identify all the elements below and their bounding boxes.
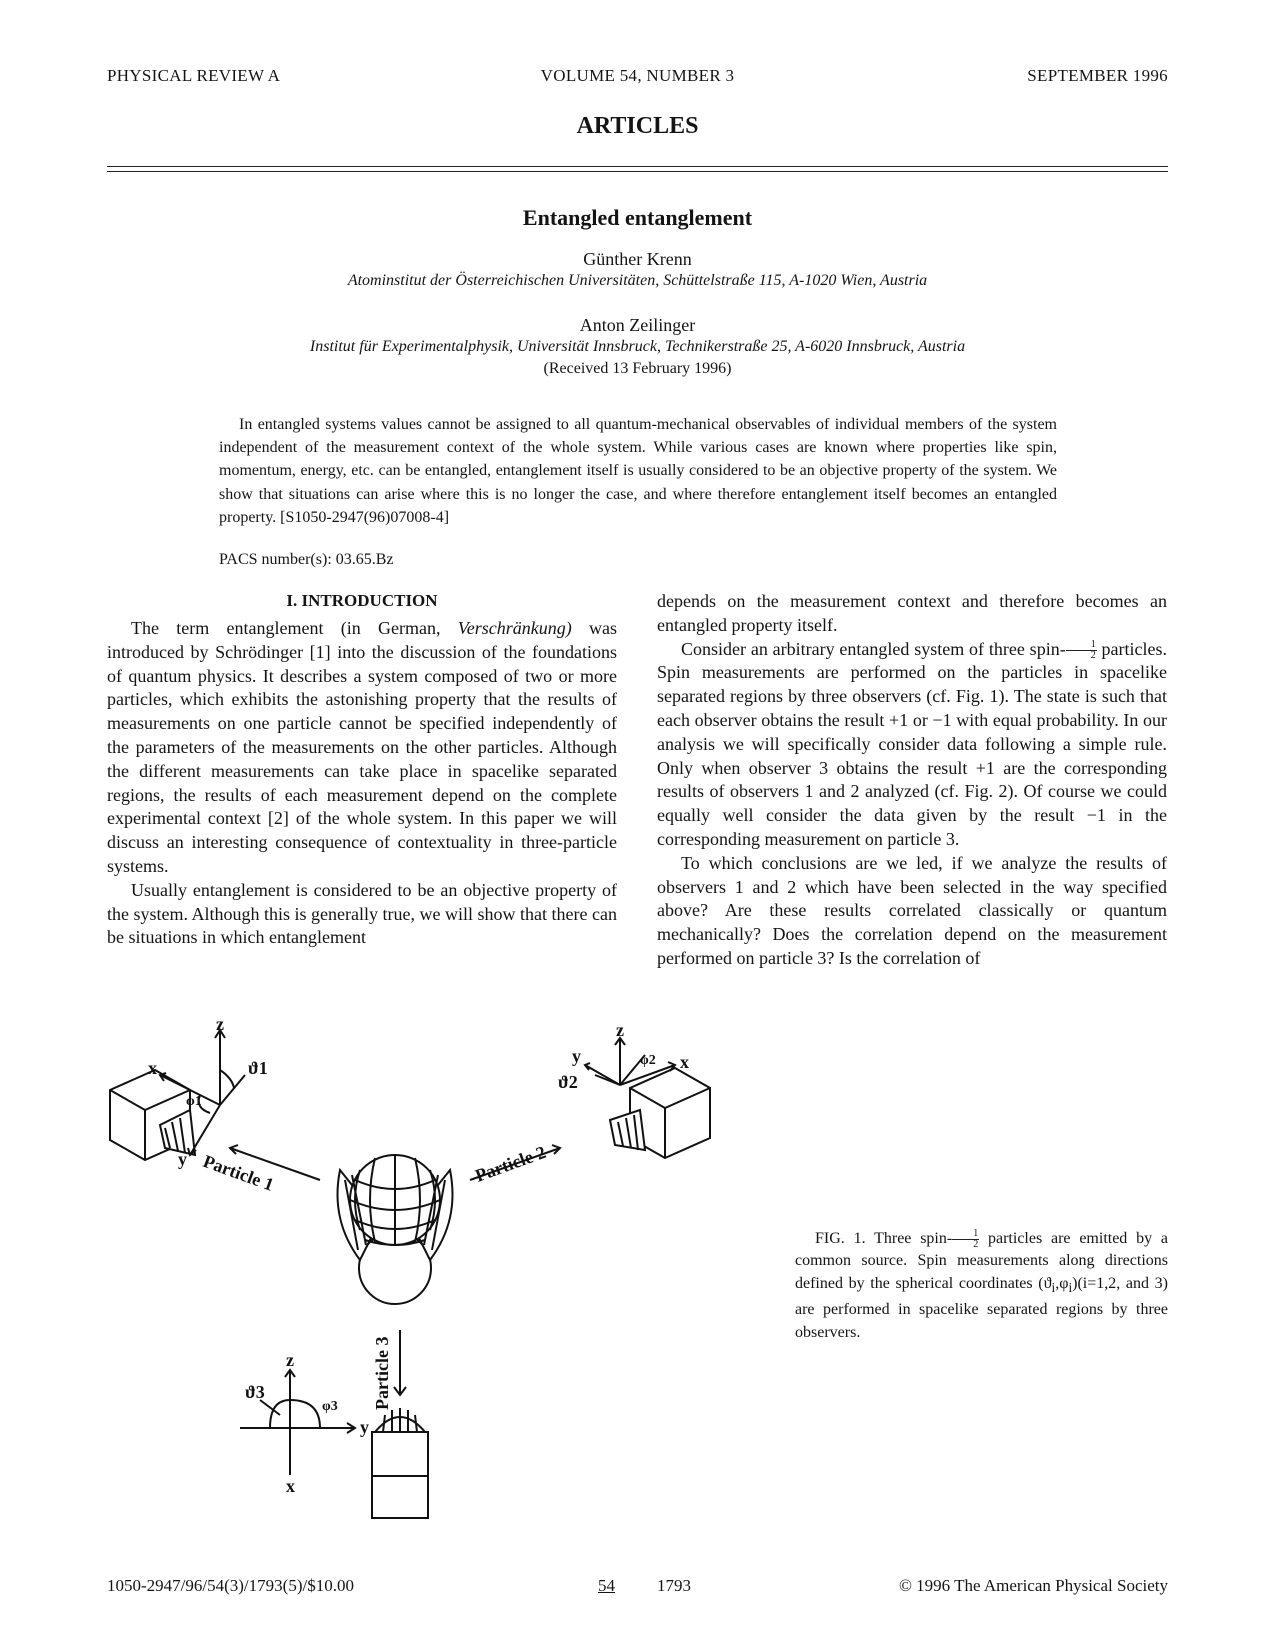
phi-2: φ2: [640, 1053, 656, 1068]
figure-caption: FIG. 1. Three spin- $\frac{1}{2}$ particles are emitted by a common source. Spin measurements along directions defined by the spherical coordinates $(ϑ_i,\varphi_i)(i=1,2$, and 3) are performed in spacelike separated regions by three observers.: [795, 1227, 1169, 1341]
copyright: © 1996 The American Physical Society: [899, 1576, 1168, 1595]
theta-2: ϑ2: [558, 1072, 578, 1092]
axis-y-2: y: [572, 1046, 581, 1066]
detector-1: [110, 1070, 195, 1160]
theta-1: ϑ1: [248, 1058, 268, 1078]
axis-z-3: z: [286, 1350, 294, 1370]
divider-top: [107, 166, 1168, 167]
section-heading: I. INTRODUCTION: [286, 591, 438, 610]
axis-x-1: x: [148, 1058, 157, 1078]
affiliation-1: Atominstitut der Österreichischen Universitäten, Schüttelstraße 115, A-1020 Wien, Austria: [347, 272, 928, 289]
particle-1-label: Particle 1: [200, 1150, 277, 1195]
article-code: 1050-2947/96/54(3)/1793(5)/$10.00: [107, 1576, 354, 1595]
axis-z-2: z: [616, 1020, 624, 1040]
fraction-half: $\frac{1}{2}$: [1066, 640, 1097, 661]
right-column: [657, 590, 1167, 971]
paper-title: Entangled entanglement: [522, 205, 753, 230]
journal-name: PHYSICAL REVIEW A: [107, 66, 281, 85]
axis-x-2: x: [680, 1052, 689, 1072]
author-2: Anton Zeilinger: [579, 315, 696, 335]
volume-number: VOLUME 54, NUMBER 3: [540, 66, 735, 85]
particle-2-label: Particle 2: [472, 1141, 549, 1186]
paragraph: Consider an arbitrary entangled system of three spin- $\frac{1}{2}$ particles. Spin measurements are performed on the particles in spacelike separated regions by three observers (cf. Fig. 1). The state is such that each observer obtains the result +1 or −1 with equal probability. In our analysis we will specifically consider data following a simple rule. Only when observer 3 obtains the result +1 are the corresponding results of observers 1 and 2 analyzed (cf. Fig. 2). Of course we could equally well consider the data given by the result −1 in the corresponding measurement on particle 3.: [657, 638, 1167, 849]
axis-y-1: y: [178, 1149, 187, 1169]
author-1: Günther Krenn: [583, 249, 692, 269]
abstract: In entangled systems values cannot be assigned to all quantum-mechanical observables of individual members of the system independent of the measurement context of the whole system. While various cases are known where properties like spin, momentum, energy, etc. can be entangled, entanglement itself is usually considered to be an objective property of the system. We show that situations can arise where this is no longer the case, and where therefore entanglement itself becomes an entangled property. [S1050-2947(96)07008-4]: [219, 416, 1057, 526]
left-column: [107, 617, 617, 950]
issue-date: SEPTEMBER 1996: [1027, 66, 1168, 85]
detector-2: [610, 1068, 710, 1158]
footer-volume: 54: [598, 1576, 615, 1595]
received-date: (Received 13 February 1996): [543, 360, 732, 377]
particle-3-label: Particle 3: [372, 1336, 392, 1410]
axis-z-1: z: [216, 1014, 224, 1034]
detector-3: [372, 1408, 428, 1518]
phi-1: φ1: [186, 1094, 202, 1109]
axis-x-3: x: [286, 1476, 295, 1496]
paragraph: To which conclusions are we led, if we analyze the results of observers 1 and 2 which have been selected in the way specified above? Are these results correlated classically or quantum mechanically? Does the correlation depend on the measurement performed on particle 3? Is the correlation of: [657, 852, 1167, 968]
page-number: 1793: [657, 1576, 691, 1595]
section-label: ARTICLES: [576, 113, 699, 139]
fraction-half: $\frac{1}{2}$: [952, 1229, 979, 1250]
figure-1-diagram: [100, 1014, 740, 1530]
paragraph: depends on the measurement context and therefore becomes an entangled property itself.: [657, 591, 1167, 635]
emission-source: [338, 1155, 453, 1304]
phi-3: φ3: [322, 1399, 338, 1414]
divider-bottom: [107, 171, 1168, 172]
axis-y-3: y: [360, 1417, 369, 1437]
paragraph: Usually entanglement is considered to be an objective property of the system. Although this is generally true, we will show that there can be situations in which entanglement: [107, 879, 617, 948]
affiliation-2: Institut für Experimentalphysik, Universität Innsbruck, Technikerstraße 25, A-6020 Innsbruck, Austria: [309, 338, 966, 355]
paragraph: The term entanglement (in German, Verschränkung) was introduced by Schrödinger [1] into the discussion of the foundations of quantum physics. It describes a system composed of two or more particles, which exhibits the astonishing property that the results of measurements on one particle cannot be specified independently of the parameters of the measurements on the other particles. Although the different measurements can take place in spacelike separated regions, the results of each measurement depend on the complete experimental context [2] of the whole system. In this paper we will discuss an interesting consequence of contextuality in three-particle systems.: [107, 618, 617, 876]
pacs-number: PACS number(s): 03.65.Bz: [219, 551, 394, 568]
theta-3: ϑ3: [245, 1382, 265, 1402]
